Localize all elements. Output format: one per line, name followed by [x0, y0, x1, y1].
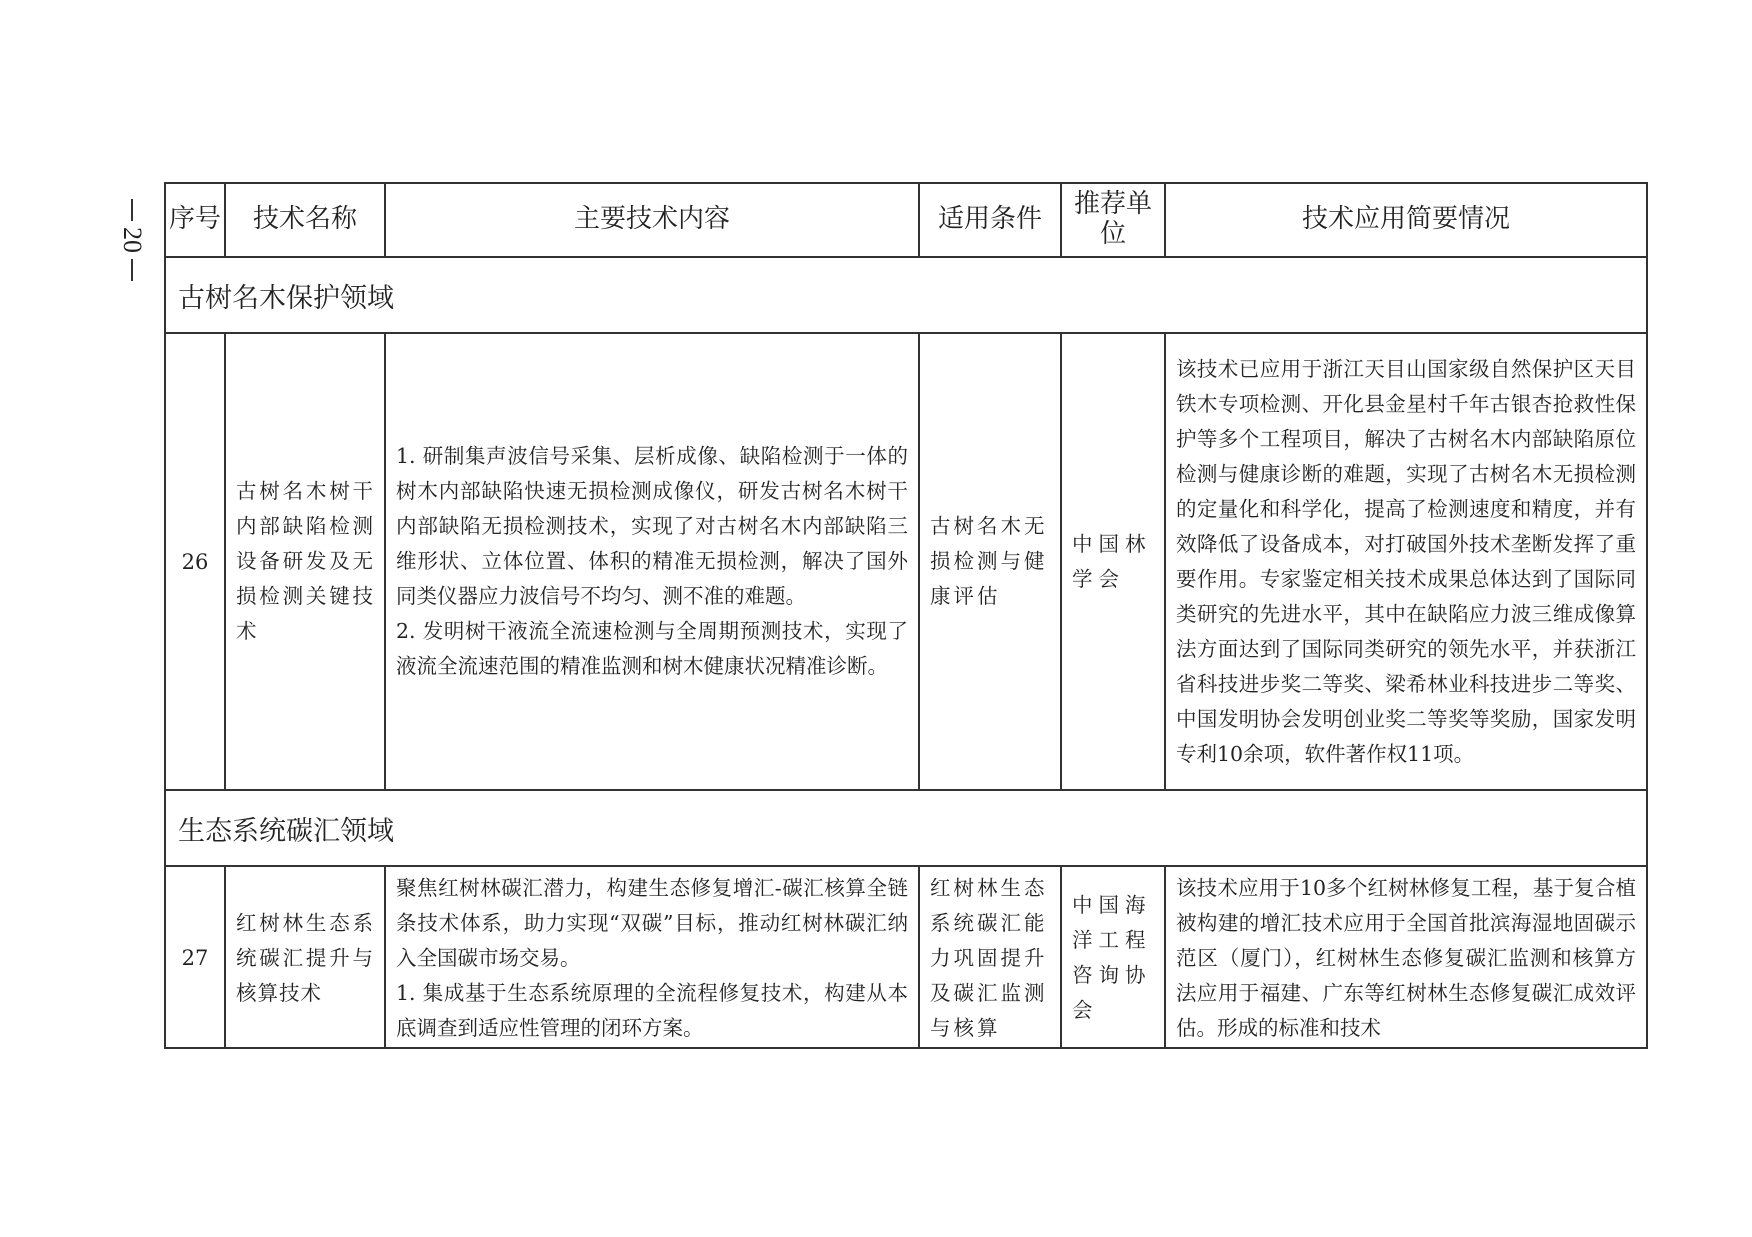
table-row: [165, 866, 1647, 1048]
header-unit: 推荐单位: [1061, 183, 1165, 257]
row-condition: 红树林生态系统碳汇能力巩固提升及碳汇监测与核算: [919, 866, 1061, 1048]
row-content: [385, 333, 919, 790]
header-seq: 序号: [165, 183, 225, 257]
row-condition: 古树名木无损检测与健康评估: [919, 333, 1061, 790]
table-header-row: [165, 183, 1647, 257]
header-content: 主要技术内容: [385, 183, 919, 257]
row-content: [385, 866, 919, 1048]
row-recommending-unit: 中国林学会: [1061, 333, 1165, 790]
content-paragraph: 聚焦红树林碳汇潜力，构建生态修复增汇-碳汇核算全链条技术体系，助力实现“双碳”目标，推动红树林碳汇纳入全国碳市场交易。: [396, 875, 908, 970]
row-seq: 26: [165, 333, 225, 790]
section-title: 生态系统碳汇领域: [165, 790, 1647, 866]
header-summary: 技术应用简要情况: [1165, 183, 1647, 257]
table-row: [165, 333, 1647, 790]
section-row-carbon-sink: [165, 790, 1647, 866]
page-number-dash-top: [131, 199, 133, 221]
technology-table: [164, 182, 1648, 1049]
section-title: 古树名木保护领域: [165, 257, 1647, 333]
row-tech-name: 古树名木树干内部缺陷检测设备研发及无损检测关键技术: [225, 333, 385, 790]
header-condition: 适用条件: [919, 183, 1061, 257]
content-paragraph: 1. 研制集声波信号采集、层析成像、缺陷检测于一体的树木内部缺陷快速无损检测成像仪，研发古树名木树干内部缺陷无损检测技术，实现了对古树名木内部缺陷三维形状、立体位置、体积的精准无损检测，解决了国外同类仪器应力波信号不均匀、测不准的难题。: [396, 444, 908, 608]
header-name: 技术名称: [225, 183, 385, 257]
page-number-text: 20: [118, 227, 147, 253]
content-paragraph: 2. 发明树干液流全流速检测与全周期预测技术，实现了液流全流速范围的精准监测和树木健康状况精准诊断。: [396, 619, 908, 678]
row-summary: 该技术应用于10多个红树林修复工程，基于复合植被构建的增汇技术应用于全国首批滨海湿地固碳示范区（厦门），红树林生态修复碳汇监测和核算方法应用于福建、广东等红树林生态修复碳汇成效评估。形成的标准和技术: [1165, 866, 1647, 1048]
section-row-ancient-trees: [165, 257, 1647, 333]
row-recommending-unit: 中国海洋工程咨询协会: [1061, 866, 1165, 1048]
row-tech-name: 红树林生态系统碳汇提升与核算技术: [225, 866, 385, 1048]
content-paragraph: 1. 集成基于生态系统原理的全流程修复技术，构建从本底调查到适应性管理的闭环方案。: [396, 980, 908, 1040]
page-number-dash-bottom: [131, 259, 133, 281]
row-summary: 该技术已应用于浙江天目山国家级自然保护区天目铁木专项检测、开化县金星村千年古银杏抢救性保护等多个工程项目，解决了古树名木内部缺陷原位检测与健康诊断的难题，实现了古树名木无损检测的定量化和科学化，提高了检测速度和精度，并有效降低了设备成本，对打破国外技术垄断发挥了重要作用。专家鉴定相关技术成果总体达到了国际同类研究的先进水平，其中在缺陷应力波三维成像算法方面达到了国际同类研究的领先水平，并获浙江省科技进步奖二等奖、梁希林业科技进步二等奖、中国发明协会发明创业奖二等奖等奖励，国家发明专利10余项，软件著作权11项。: [1165, 333, 1647, 790]
row-seq: 27: [165, 866, 225, 1048]
page-number: [112, 180, 152, 300]
